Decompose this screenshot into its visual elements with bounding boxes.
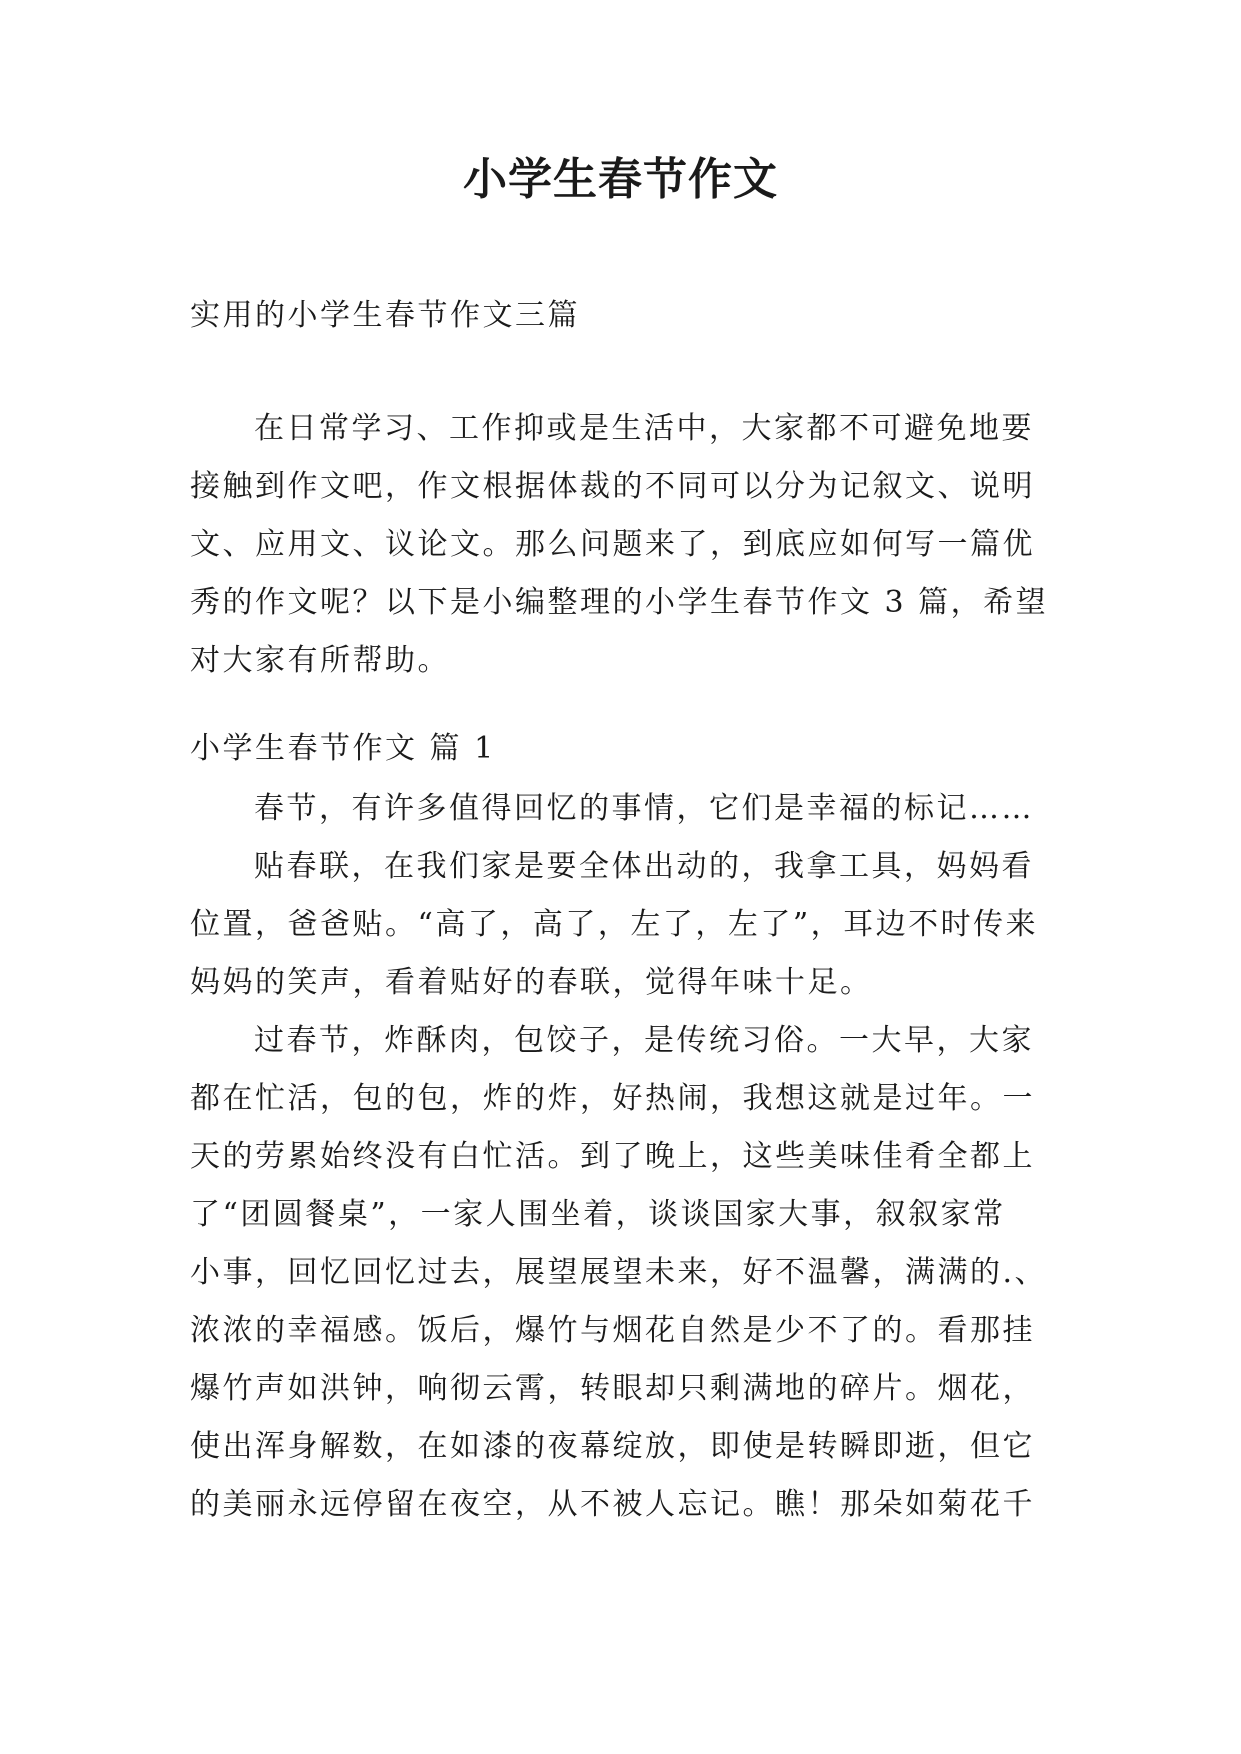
paragraph-line: 在日常学习、工作抑或是生活中，大家都不可避免地要 xyxy=(254,411,1034,446)
paragraph-line: 的美丽永远停留在夜空，从不被人忘记。瞧！那朵如菊花千 xyxy=(190,1487,1035,1522)
paragraph-line: 都在忙活，包的包，炸的炸，好热闹，我想这就是过年。一 xyxy=(190,1081,1035,1116)
essay-body xyxy=(190,780,1070,1534)
paragraph-line: 使出浑身解数，在如漆的夜幕绽放，即使是转瞬即逝，但它 xyxy=(190,1429,1035,1464)
paragraph-line: 浓浓的幸福感。饭后，爆竹与烟花自然是少不了的。看那挂 xyxy=(190,1313,1035,1348)
paragraph-line: 爆竹声如洪钟，响彻云霄，转眼却只剩满地的碎片。烟花， xyxy=(190,1371,1035,1406)
intro-paragraph xyxy=(190,400,1070,690)
paragraph-line: 妈妈的笑声，看着贴好的春联，觉得年味十足。 xyxy=(190,965,873,1000)
paragraph-line: 接触到作文吧，作文根据体裁的不同可以分为记叙文、说明 xyxy=(190,469,1035,504)
paragraph-line: 了“团圆餐桌”，一家人围坐着，谈谈国家大事，叙叙家常 xyxy=(190,1197,1006,1232)
paragraph-line: 秀的作文呢？以下是小编整理的小学生春节作文 3 篇，希望 xyxy=(190,585,1049,620)
paragraph-line: 对大家有所帮助。 xyxy=(190,643,450,678)
document-title: 小学生春节作文 xyxy=(463,154,778,205)
section-heading: 小学生春节作文 篇 1 xyxy=(190,731,496,766)
paragraph-line: 文、应用文、议论文。那么问题来了，到底应如何写一篇优 xyxy=(190,527,1035,562)
paragraph-line: 小事，回忆回忆过去，展望展望未来，好不温馨，满满的.、 xyxy=(190,1255,1048,1290)
document-subtitle: 实用的小学生春节作文三篇 xyxy=(190,298,580,333)
paragraph-line: 位置，爸爸贴。“高了，高了，左了，左了”，耳边不时传来 xyxy=(190,907,1039,942)
paragraph-line: 贴春联，在我们家是要全体出动的，我拿工具，妈妈看 xyxy=(254,849,1034,884)
paragraph-line: 春节，有许多值得回忆的事情，它们是幸福的标记…… xyxy=(254,791,1034,826)
paragraph-line: 过春节，炸酥肉，包饺子，是传统习俗。一大早，大家 xyxy=(254,1023,1034,1058)
paragraph-line: 天的劳累始终没有白忙活。到了晚上，这些美味佳肴全都上 xyxy=(190,1139,1035,1174)
